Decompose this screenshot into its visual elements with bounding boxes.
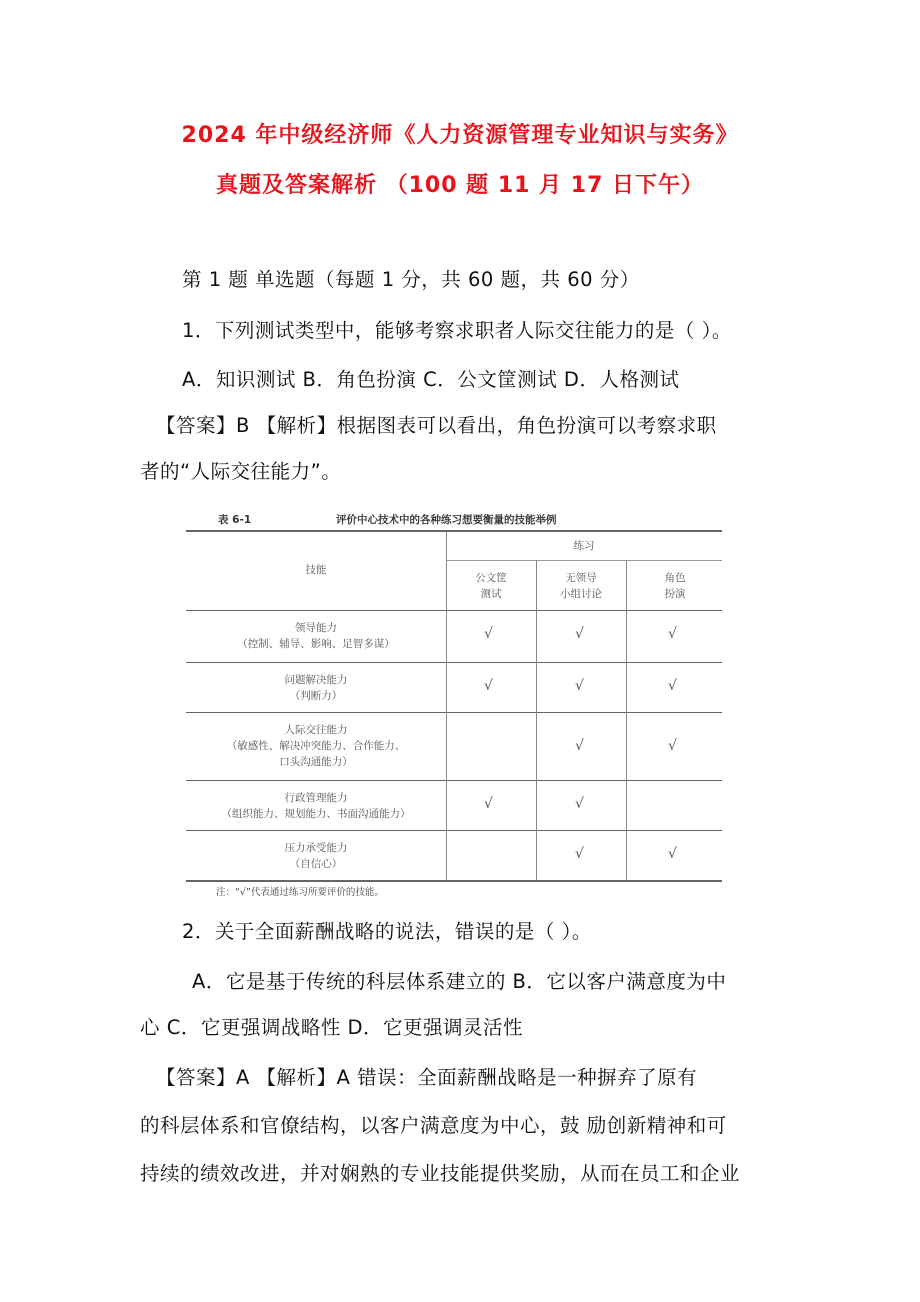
question-1-answer-line-2: 者的“人际交往能力”。 <box>140 460 342 483</box>
row-skill-administrative: 行政管理能力 （组织能力、规划能力、书面沟通能力） <box>221 792 411 820</box>
skills-table-figure <box>186 508 724 898</box>
question-1-answer-line-1: 【答案】B 【解析】根据图表可以看出，角色扮演可以考察求职 <box>156 414 717 437</box>
header-in-basket: 公文筐 测试 <box>475 572 507 600</box>
check-mark: √ <box>668 846 677 862</box>
header-exercise: 练习 <box>573 540 595 552</box>
question-2-options-line-1: A．它是基于传统的科层体系建立的 B．它以客户满意度为中 <box>192 970 727 993</box>
check-mark: √ <box>668 678 677 694</box>
table-group-rule <box>446 560 722 561</box>
row-skill-problem-solving: 问题解决能力 （判断力） <box>284 674 348 702</box>
table-top-rule <box>186 530 722 532</box>
question-2-answer-line-3: 持续的绩效改进，并对娴熟的专业技能提供奖励，从而在员工和企业 <box>140 1162 741 1185</box>
question-2-answer-line-2: 的科层体系和官僚结构，以客户满意度为中心，鼓 励创新精神和可 <box>140 1114 727 1137</box>
question-1-options: A．知识测试 B．角色扮演 C．公文筐测试 D．人格测试 <box>182 368 680 391</box>
table-rule <box>186 780 722 781</box>
check-mark: √ <box>484 678 493 694</box>
row-skill-stress: 压力承受能力 （自信心） <box>284 842 348 870</box>
check-mark: √ <box>575 796 584 812</box>
check-mark: √ <box>668 738 677 754</box>
table-rule <box>186 830 722 831</box>
header-skill: 技能 <box>305 564 327 576</box>
row-skill-interpersonal: 人际交往能力 （敏感性、解决冲突能力、合作能力、 口头沟通能力） <box>226 724 406 768</box>
question-2-options-line-2: 心 C．它更强调战略性 D．它更强调灵活性 <box>140 1016 524 1039</box>
table-rule <box>186 610 722 611</box>
check-mark: √ <box>668 626 677 642</box>
header-role-play: 角色 扮演 <box>664 572 686 600</box>
table-bottom-rule <box>186 880 722 882</box>
document-title-line-1: 2024 年中级经济师《人力资源管理专业知识与实务》 <box>181 123 739 148</box>
question-1-stem: 1．下列测试类型中，能够考察求职者人际交往能力的是（ ）。 <box>182 319 732 342</box>
row-skill-leadership: 领导能力 （控制、辅导、影响、足智多谋） <box>237 622 395 650</box>
table-caption-title: 评价中心技术中的各种练习想要衡量的技能举例 <box>336 514 557 526</box>
table-caption-number: 表 6-1 <box>218 514 252 526</box>
check-mark: √ <box>575 626 584 642</box>
table-note: 注：“√”代表通过练习所要评价的技能。 <box>216 887 384 898</box>
table-rule <box>186 662 722 663</box>
check-mark: √ <box>575 678 584 694</box>
check-mark: √ <box>484 626 493 642</box>
section-heading: 第 1 题 单选题（每题 1 分，共 60 题，共 60 分） <box>182 268 640 291</box>
header-lgd: 无领导 小组讨论 <box>560 572 602 600</box>
check-mark: √ <box>575 846 584 862</box>
table-divider <box>626 560 627 880</box>
table-divider <box>536 560 537 880</box>
check-mark: √ <box>575 738 584 754</box>
table-divider <box>446 532 447 880</box>
question-2-stem: 2．关于全面薪酬战略的说法，错误的是（ ）。 <box>182 920 592 943</box>
table-rule <box>186 712 722 713</box>
question-2-answer-line-1: 【答案】A 【解析】A 错误：全面薪酬战略是一种摒弃了原有 <box>156 1066 698 1089</box>
document-title-line-2: 真题及答案解析 （100 题 11 月 17 日下午） <box>215 173 705 198</box>
check-mark: √ <box>484 796 493 812</box>
